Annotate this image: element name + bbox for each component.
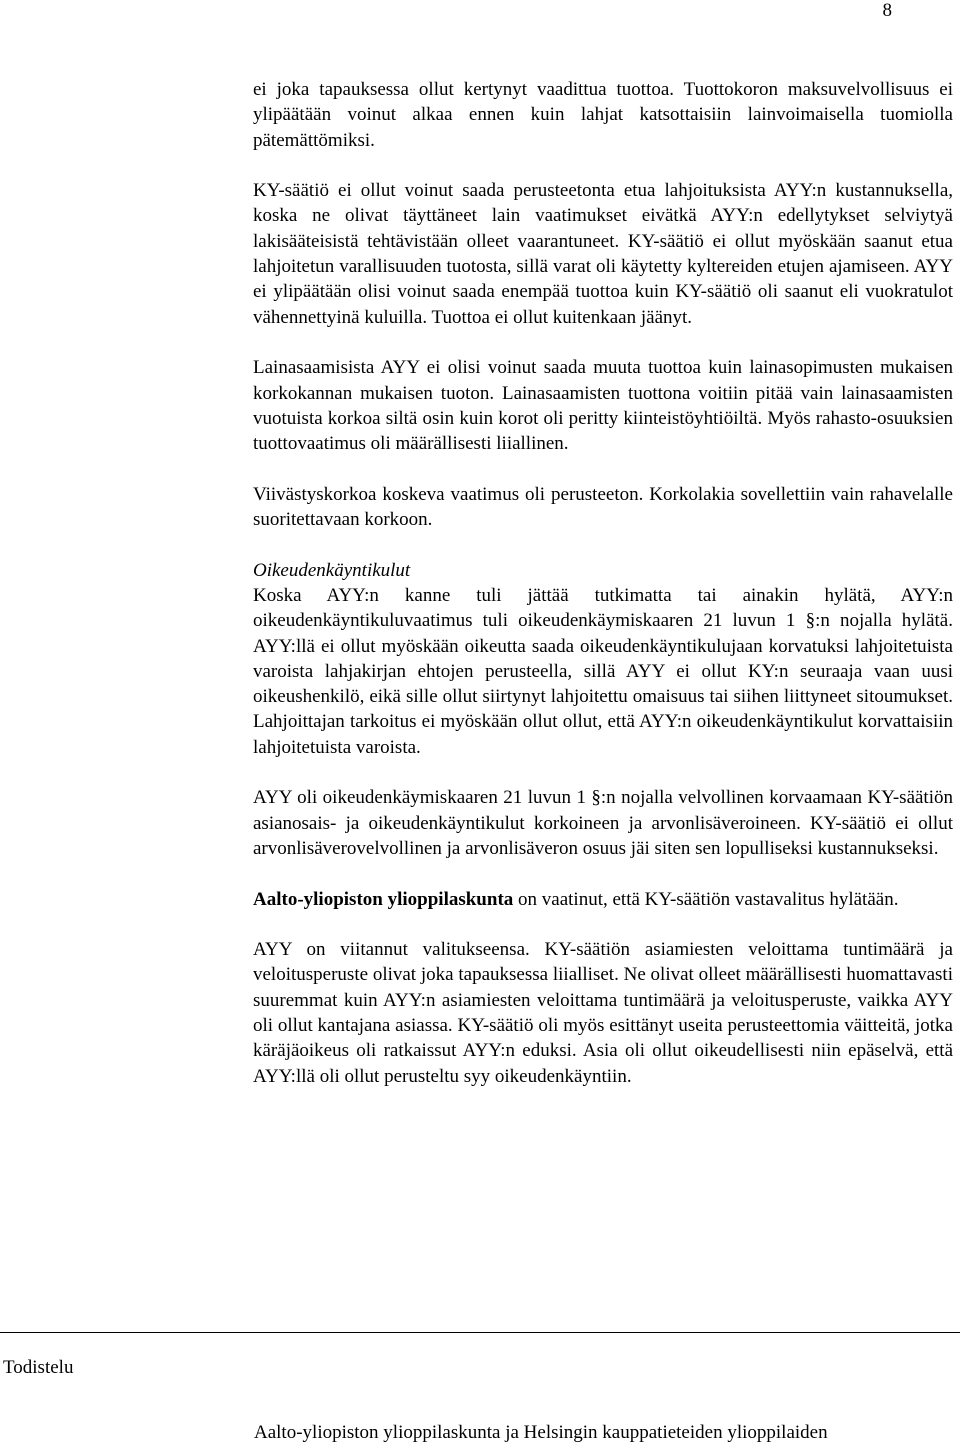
paragraph-viivastyskorko: Viivästyskorkoa koskeva vaatimus oli perusteeton. Korkolakia sovellettiin vain rahavelalle suoritettavaan korkoon. — [253, 483, 953, 531]
paragraph-claim — [253, 887, 953, 912]
section-heading-oikeudenkayntikulut: Oikeudenkäyntikulut — [253, 559, 411, 581]
section-divider — [0, 1332, 960, 1333]
paragraph-kulut-korvaus: AYY oli oikeudenkäymiskaaren 21 luvun 1 §:n nojalla velvollinen korvaamaan KY-säätiön asianosais- ja oikeudenkäyntikulut korkoineen ja arvonlisäveroineen. KY-säätiö ei ollut arvonlisäverovelvollinen ja arvonlisäveron osuus jäi siten sen lopulliseksi kustannukseksi. — [253, 787, 953, 859]
claim-text: on vaatinut, että KY-säätiön vastavalitus hylätään. — [513, 888, 899, 910]
paragraph-lainasaamiset: Lainasaamisista AYY ei olisi voinut saada muuta tuottoa kuin lainasopimusten mukaisen korkokannan mukaisen tuoton. Lainasaamisten tuottona voitiin pitää vain lainasaamisten vuotuista korkoa siltä osin kuin korot oli peritty kiinteistöyhtiöiltä. Myös rahasto-osuuksien tuottovaatimus oli määrällisesti liiallinen. — [253, 357, 953, 455]
claim-party: Aalto-yliopiston ylioppilaskunta — [253, 888, 514, 910]
document-body — [253, 77, 953, 1114]
paragraph-perusteeton-etu: KY-säätiö ei ollut voinut saada perusteetonta etua lahjoituksista AYY:n kustannuksella, koska ne olivat täyttäneet lain vaatimukset eivätkä AYY:n edellytykset selviytyä lakisääteisistä tehtävistään olleet vaarantuneet. KY-säätiö ei ollut myöskään saanut etua lahjoitetun varallisuuden tuotosta, sillä varat oli käytetty kyltereiden etujen ajamiseen. AYY ei ylipäätään olisi voinut saada enempää tuottoa kuin KY-säätiö oli saanut eli vuokratulot vähennettyinä kuluilla. Tuottoa ei ollut kuitenkaan jäänyt. — [253, 180, 953, 328]
paragraph-ayy-vastaus: AYY on viitannut valitukseensa. KY-säätiön asiamiesten veloittama tuntimäärä ja veloitusperuste olivat joka tapauksessa liialliset. Ne olivat olleet määrällisesti huomattavasti suuremmat kuin AYY:n asiamiesten veloittama tuntimäärä ja veloitusperuste, vaikka AYY oli ollut kantajana asiassa. KY-säätiö oli myös esittänyt useita perusteettomia väitteitä, jotka käräjäoikeus oli ratkaissut AYY:n eduksi. Asia oli ollut oikeudellisesti niin epäselvä, että AYY:llä oli ollut perusteltu syy oikeudenkäyntiin. — [253, 939, 953, 1087]
footer-text: Aalto-yliopiston ylioppilaskunta ja Helsingin kauppatieteiden ylioppilaiden — [254, 1422, 828, 1443]
page-number: 8 — [882, 0, 892, 21]
paragraph-tuottovaatimus: ei joka tapauksessa ollut kertynyt vaadittua tuottoa. Tuottokoron maksuvelvollisuus ei ylipäätään voinut alkaa ennen kuin lahjat katsottaisiin lainvoimaisella tuomiolla pätemättömiksi. — [253, 79, 953, 151]
paragraph-kulut-hylkays: Koska AYY:n kanne tuli jättää tutkimatta tai ainakin hylätä, AYY:n oikeudenkäyntikuluvaatimus tuli oikeudenkäymiskaaren 21 luvun 1 §:n nojalla hylätä. AYY:llä ei ollut myöskään oikeutta saada oikeudenkäyntikulujaan korvatuksi lahjoitetuista varoista lahjakirjan ehtojen perusteella, sillä AYY ei ollut KY:n seuraaja vaan uusi oikeushenkilö, eikä sille ollut siirtynyt lahjoitettu omaisuus tai siihen liittyneet sitoumukset. Lahjoittajan tarkoitus ei myöskään ollut ollut, että AYY:n oikeudenkäyntikulut korvattaisiin lahjoitetuista varoista. — [253, 584, 953, 758]
section-label-todistelu: Todistelu — [3, 1357, 74, 1378]
